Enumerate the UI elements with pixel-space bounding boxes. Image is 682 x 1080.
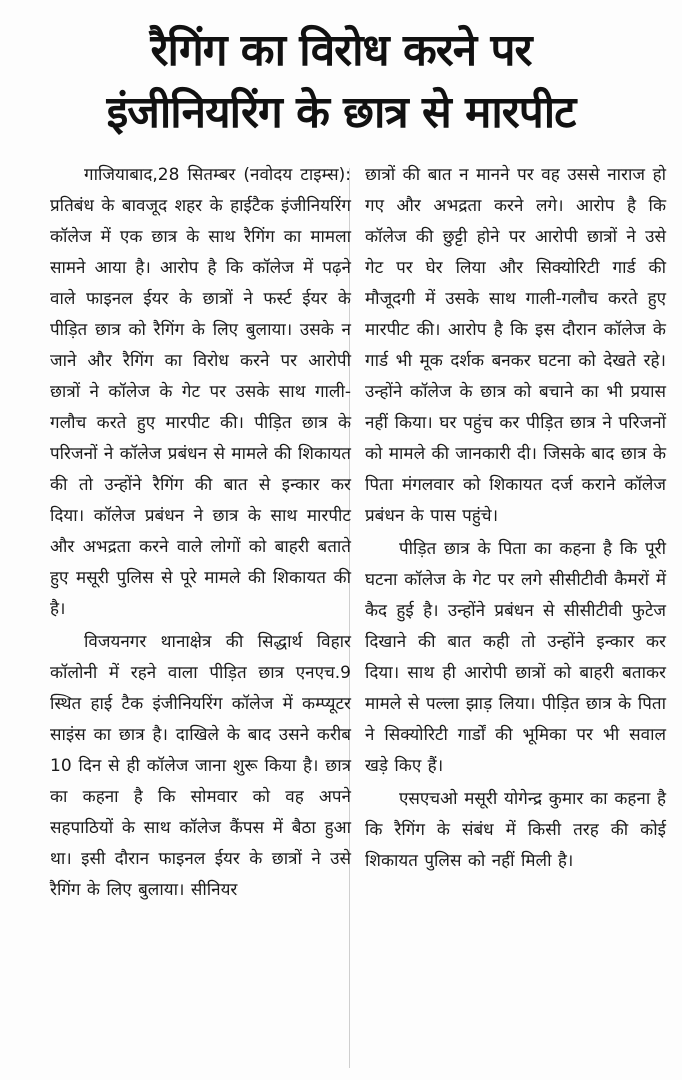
headline	[10, 0, 672, 144]
right-column	[365, 160, 666, 906]
left-paragraph-1: गाजियाबाद,28 सितम्बर (नवोदय टाइम्स): प्रतिबंध के बावजूद शहर के हाईटैक इंजीनियरिंग कॉलेज में एक छात्र के साथ रैगिंग का मामला सामने आया है। आरोप है कि कॉलेज में पढ़ने वाले फाइनल ईयर के छात्रों ने फर्स्ट ईयर के पीड़ित छात्र को रैगिंग के लिए बुलाया। उसके न जाने और रैगिंग का विरोध करने पर आरोपी छात्रों ने कॉलेज के गेट पर उसके साथ गाली-गलौच करते हुए मारपीट की। पीड़ित छात्र के परिजनों ने कॉलेज प्रबंधन से मामले की शिकायत की तो उन्होंने रैगिंग की बात से इन्कार कर दिया। कॉलेज प्रबंधन ने छात्र के साथ मारपीट और अभद्रता करने वाले लोगों को बाहरी बताते हुए मसूरी पुलिस से पूरे मामले की शिकायत की है।	[50, 165, 351, 619]
headline-line-2: इंजीनियरिंग के छात्र से मारपीट	[106, 87, 576, 138]
article-body	[50, 160, 666, 906]
right-paragraph-2: पीड़ित छात्र के पिता का कहना है कि पूरी घटना कॉलेज के गेट पर लगे सीसीटीवी कैमरों में कैद हुई है। उन्होंने प्रबंधन से सीसीटीवी फुटेज दिखाने की बात कही तो उन्होंने इन्कार कर दिया। साथ ही आरोपी छात्रों को बाहरी बताकर मामले से पल्ला झाड़ लिया। पीड़ित छात्र के पिता ने सिक्योरिटी गार्डों की भूमिका पर भी सवाल खड़े किए हैं।	[365, 539, 666, 776]
headline-line-1: रैगिंग का विरोध करने पर	[150, 25, 532, 76]
right-paragraph-3: एसएचओ मसूरी योगेन्द्र कुमार का कहना है कि रैगिंग के संबंध में किसी तरह की कोई शिकायत पुलिस को नहीं मिली है।	[365, 789, 666, 871]
left-column	[50, 160, 351, 906]
left-paragraph-2: विजयनगर थानाक्षेत्र की सिद्धार्थ विहार कॉलोनी में रहने वाला पीड़ित छात्र एनएच.9 स्थित हाई टैक इंजीनियरिंग कॉलेज में कम्प्यूटर साइंस का छात्र है। दाखिले के बाद उसने करीब 10 दिन से ही कॉलेज जाना शुरू किया है। छात्र का कहना है कि सोमवार को वह अपने सहपाठियों के साथ कॉलेज कैंपस में बैठा हुआ था। इसी दौरान फाइनल ईयर के छात्रों ने उसे रैगिंग के लिए बुलाया। सीनियर	[50, 632, 351, 900]
right-paragraph-1: छात्रों की बात न मानने पर वह उससे नाराज हो गए और अभद्रता करने लगे। आरोप है कि कॉलेज की छुट्टी होने पर आरोपी छात्रों ने उसे गेट पर घेर लिया और सिक्योरिटी गार्ड की मौजूदगी में उसके साथ गाली-गलौच करते हुए मारपीट की। आरोप है कि इस दौरान कॉलेज के गार्ड भी मूक दर्शक बनकर घटना को देखते रहे। उन्होंने कॉलेज के छात्र को बचाने का भी प्रयास नहीं किया। घर पहुंच कर पीड़ित छात्र ने परिजनों को मामले की जानकारी दी। जिसके बाद छात्र के पिता मंगलवार को शिकायत दर्ज कराने कॉलेज प्रबंधन के पास पहुंचे।	[365, 165, 667, 526]
